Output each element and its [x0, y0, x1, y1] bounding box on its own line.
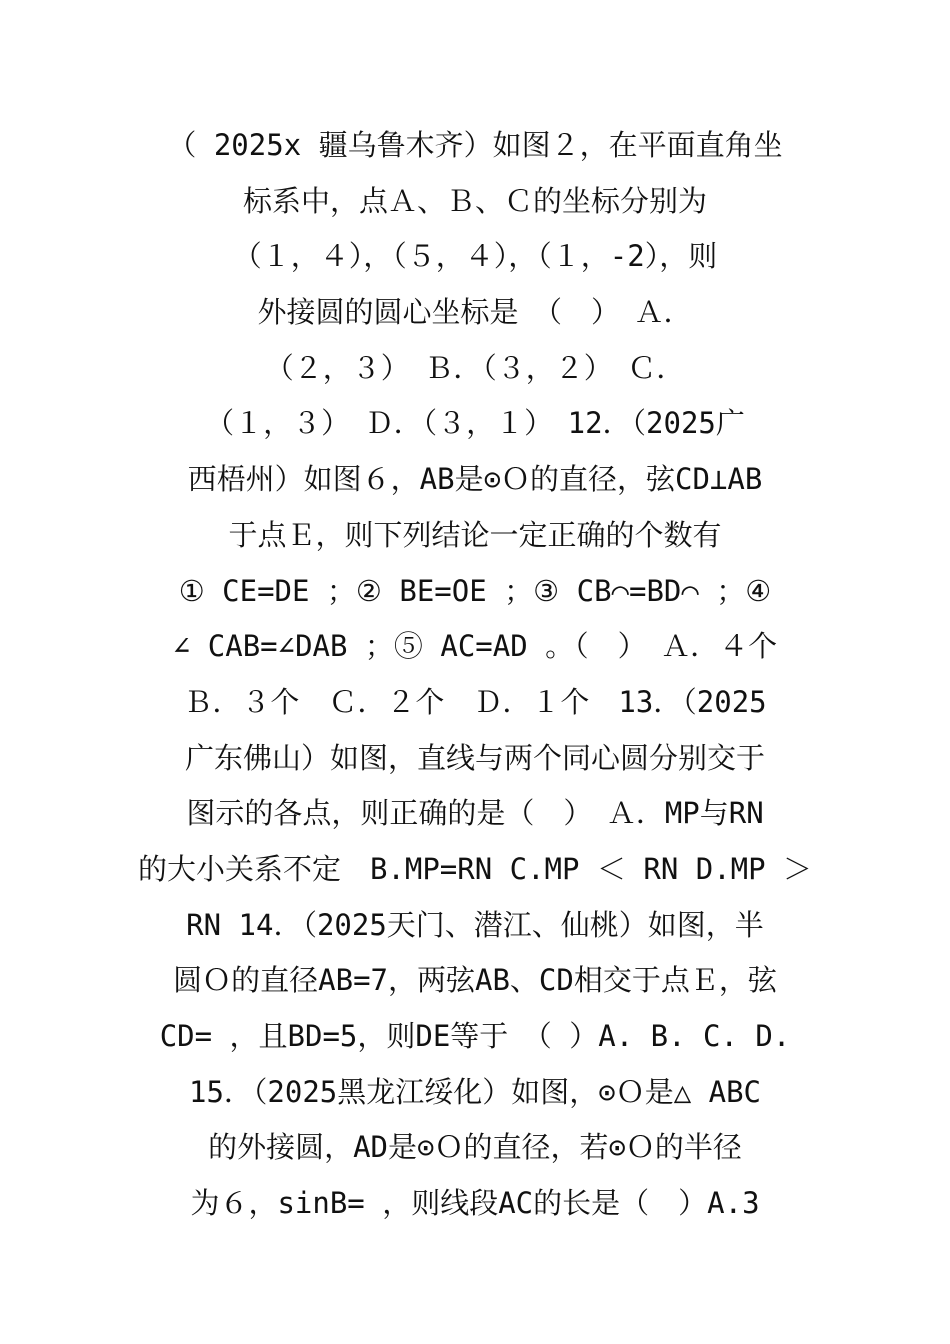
- text-line-12: 广东佛山）如图，直线与两个同心圆分别交于: [184, 740, 765, 775]
- text-line-3: （１，４），（５，４），（１，-2），则: [232, 239, 718, 274]
- text-line-1: （ 2025x 疆乌鲁木齐）如图２，在平面直角坐: [167, 128, 783, 162]
- text-line-7: 西梧州）如图６，AB是⊙Ｏ的直径，弦CD⊥AB: [187, 462, 763, 497]
- text-line-4: 外接圆的圆心坐标是 （ ） Ａ．: [257, 295, 693, 330]
- text-line-20: 为６，sinB= ，则线段AC的长是（ ）A.3: [190, 1186, 760, 1221]
- text-line-9: ① CE=DE ；② BE=OE ；③ CB⌒=BD⌒ ；④: [178, 573, 772, 608]
- text-line-16: 圆Ｏ的直径AB=7，两弦AB、CD相交于点Ｅ，弦: [173, 963, 777, 998]
- text-line-10: ∠ CAB=∠DAB ；⑤ AC=AD 。（ ） Ａ．４个: [172, 629, 778, 664]
- text-line-5: （２，３） Ｂ．（３，２） Ｃ．: [264, 350, 686, 385]
- text-line-19: 的外接圆，AD是⊙Ｏ的直径，若⊙Ｏ的半径: [208, 1130, 742, 1165]
- problem-text: [130, 118, 820, 1232]
- text-line-6: （１，３） Ｄ．（３，１） 12．（2025广: [205, 406, 745, 441]
- text-line-2: 标系中，点Ａ、Ｂ、Ｃ的坐标分别为: [242, 183, 707, 218]
- text-line-8: 于点Ｅ，则下列结论一定正确的个数有: [228, 517, 722, 552]
- text-line-14: 的大小关系不定 B.MP=RN C.MP ＜ RN D.MP ＞: [137, 851, 813, 886]
- text-line-18: 15．（2025黑龙江绥化）如图，⊙Ｏ是△ ABC: [188, 1074, 761, 1109]
- text-line-15: RN 14．（2025天门、潜江、仙桃）如图，半: [186, 907, 764, 942]
- text-line-11: Ｂ．３个 Ｃ．２个 Ｄ．１个 13．（2025: [183, 684, 767, 719]
- text-line-17: CD= ，且BD=5，则DE等于 （ ）A. B. C. D.: [159, 1019, 791, 1053]
- text-line-13: 图示的各点，则正确的是（ ） Ａ．MP与RN: [186, 796, 764, 831]
